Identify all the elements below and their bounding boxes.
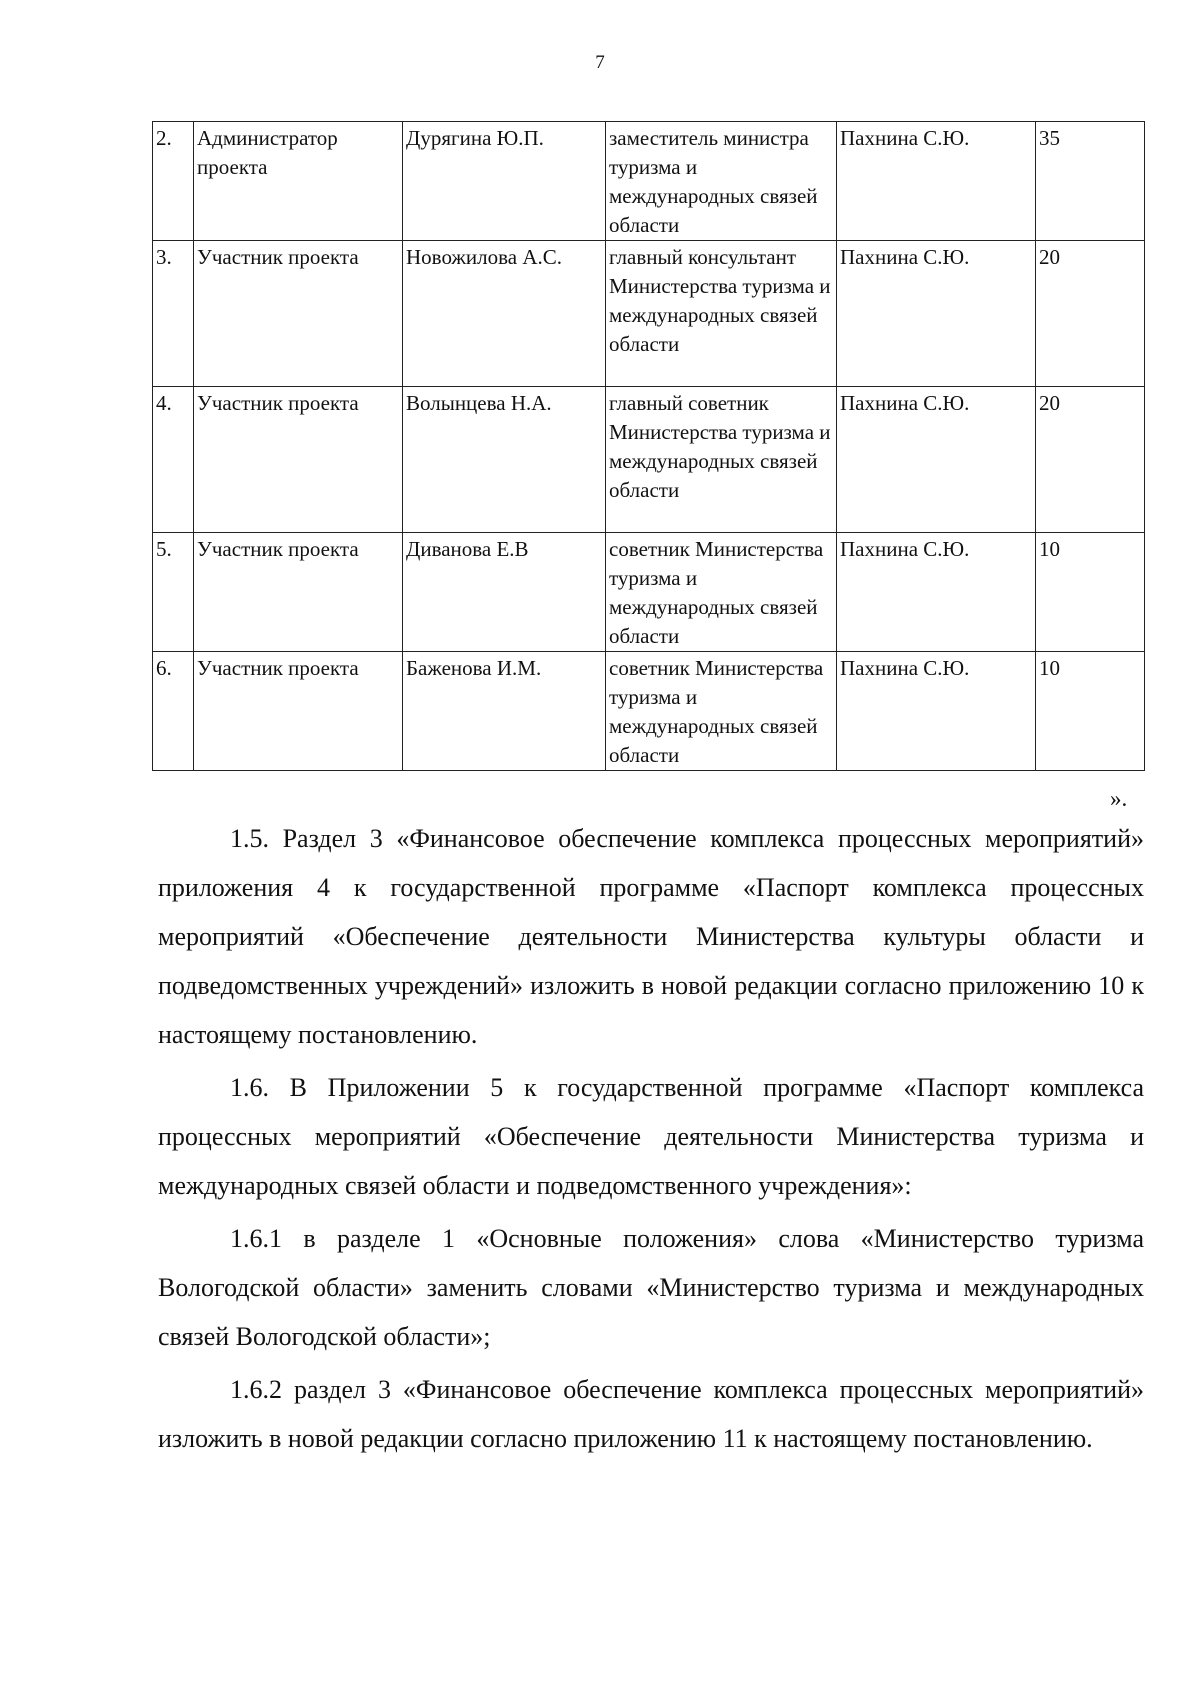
project-team-table (152, 121, 1145, 771)
involvement-share: 10 (1036, 533, 1145, 652)
involvement-share: 35 (1036, 122, 1145, 241)
table-row (153, 652, 1145, 771)
supervisor-name: Пахнина С.Ю. (837, 241, 1036, 387)
project-role: Администратор проекта (194, 122, 403, 241)
page-number: 7 (595, 52, 605, 73)
member-name: Баженова И.М. (403, 652, 606, 771)
row-number: 3. (153, 241, 194, 387)
member-position: главный консультант Министерства туризма и международных связей области (606, 241, 837, 387)
paragraph-1-6-2: 1.6.2 раздел 3 «Финансовое обеспечение комплекса процессных мероприятий» изложить в новой редакции согласно приложению 11 к настоящему постановлению. (158, 1375, 1144, 1453)
supervisor-name: Пахнина С.Ю. (837, 533, 1036, 652)
project-role: Участник проекта (194, 533, 403, 652)
involvement-share: 10 (1036, 652, 1145, 771)
member-name: Диванова Е.В (403, 533, 606, 652)
member-position: советник Министерства туризма и международных связей области (606, 533, 837, 652)
member-name: Новожилова А.С. (403, 241, 606, 387)
supervisor-name: Пахнина С.Ю. (837, 387, 1036, 533)
closing-quote: ». (1110, 786, 1128, 811)
paragraph-1-6: 1.6. В Приложении 5 к государственной программе «Паспорт комплекса процессных мероприятий «Обеспечение деятельности Министерства туризма и международных связей области и подведомственного учреждения»: (158, 1073, 1144, 1200)
row-number: 6. (153, 652, 194, 771)
supervisor-name: Пахнина С.Ю. (837, 122, 1036, 241)
body-text (158, 814, 1144, 1467)
table-row (153, 122, 1145, 241)
row-number: 4. (153, 387, 194, 533)
involvement-share: 20 (1036, 387, 1145, 533)
row-number: 5. (153, 533, 194, 652)
paragraph-1-6-1: 1.6.1 в разделе 1 «Основные положения» слова «Министерство туризма Вологодской области» заменить словами «Министерство туризма и международных связей Вологодской области»; (158, 1224, 1144, 1351)
row-number: 2. (153, 122, 194, 241)
project-role: Участник проекта (194, 241, 403, 387)
member-position: советник Министерства туризма и международных связей области (606, 652, 837, 771)
involvement-share: 20 (1036, 241, 1145, 387)
member-name: Волынцева Н.А. (403, 387, 606, 533)
table-row (153, 533, 1145, 652)
table-row (153, 241, 1145, 387)
member-position: главный советник Министерства туризма и международных связей области (606, 387, 837, 533)
member-position: заместитель министра туризма и международных связей области (606, 122, 837, 241)
table-row (153, 387, 1145, 533)
project-role: Участник проекта (194, 387, 403, 533)
paragraph-1-5: 1.5. Раздел 3 «Финансовое обеспечение комплекса процессных мероприятий» приложения 4 к государственной программе «Паспорт комплекса процессных мероприятий «Обеспечение деятельности Министерства культуры области и подведомственных учреждений» изложить в новой редакции согласно приложению 10 к настоящему постановлению. (158, 824, 1144, 1049)
project-role: Участник проекта (194, 652, 403, 771)
supervisor-name: Пахнина С.Ю. (837, 652, 1036, 771)
member-name: Дурягина Ю.П. (403, 122, 606, 241)
